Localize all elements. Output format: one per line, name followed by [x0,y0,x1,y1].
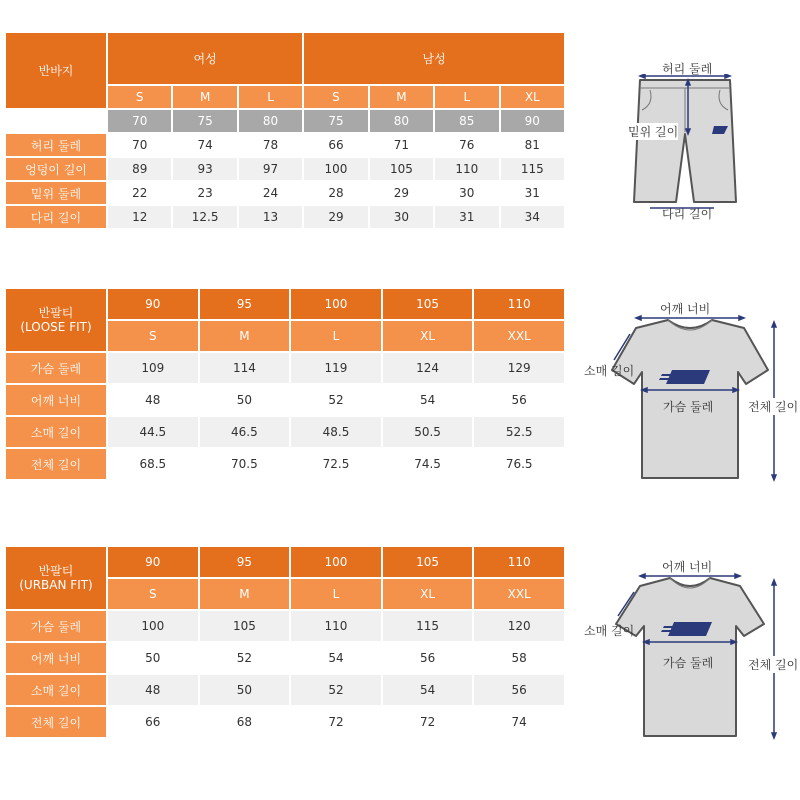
table-cell: 30 [435,182,498,204]
table-cell: 70.5 [200,449,290,479]
table-cell: 74 [173,134,236,156]
table-cell: 66 [304,134,367,156]
table-cell: 34 [501,206,564,228]
table-cell: 44.5 [108,417,198,447]
urban-fit-size-table [4,545,566,739]
table-cell: 50.5 [383,417,473,447]
size-number: 90 [501,110,564,132]
size-number: 90 [108,289,198,319]
size-label: XL [383,579,473,609]
shorts-label-waist: 허리 둘레 [662,62,713,76]
table-cell: 115 [501,158,564,180]
size-label: L [435,86,498,108]
size-label: XL [501,86,564,108]
row-label: 가슴 둘레 [6,611,106,641]
table-cell: 74 [474,707,564,737]
table-cell: 52 [291,385,381,415]
table-cell: 81 [501,134,564,156]
table-row [6,158,564,180]
table-cell: 52 [291,675,381,705]
table-cell: 50 [108,643,198,673]
table-cell: 29 [370,182,433,204]
size-label: XXL [474,321,564,351]
row-label: 밑위 둘레 [6,182,106,204]
table-cell: 105 [370,158,433,180]
table-cell: 48 [108,675,198,705]
urban-label-shoulder: 어깨 너비 [662,560,713,574]
table-cell: 56 [383,643,473,673]
table-cell: 48 [108,385,198,415]
table-cell: 13 [239,206,302,228]
table-row [6,353,564,383]
table-cell: 68 [200,707,290,737]
table-row [6,206,564,228]
table-cell: 100 [108,611,198,641]
size-label: M [370,86,433,108]
size-number: 100 [291,547,381,577]
table-cell: 52 [200,643,290,673]
table-cell: 68.5 [108,449,198,479]
table-cell: 24 [239,182,302,204]
table-cell: 124 [383,353,473,383]
table-cell: 54 [383,675,473,705]
table-cell: 50 [200,385,290,415]
table-cell: 72.5 [291,449,381,479]
row-label: 허리 둘레 [6,134,106,156]
table-cell: 120 [474,611,564,641]
table-cell: 100 [304,158,367,180]
table-cell: 89 [108,158,171,180]
table-cell: 72 [383,707,473,737]
size-number: 100 [291,289,381,319]
table-cell: 54 [383,385,473,415]
table-cell: 50 [200,675,290,705]
size-number: 110 [474,289,564,319]
shorts-label-rise: 밑위 길이 [628,125,679,139]
table-row [6,134,564,156]
loose-label-chest: 가슴 둘레 [663,400,714,414]
row-label: 다리 길이 [6,206,106,228]
row-label: 가슴 둘레 [6,353,106,383]
size-label: M [200,579,290,609]
table-cell: 56 [474,675,564,705]
size-label: S [304,86,367,108]
size-label: XXL [474,579,564,609]
loose-label-sleeve: 소매 길이 [584,364,635,378]
size-number: 95 [200,289,290,319]
table-cell: 56 [474,385,564,415]
loose-label-shoulder: 어깨 너비 [660,302,711,316]
urban-title-line2: (URBAN FIT) [19,578,93,592]
shorts-label-leg: 다리 길이 [662,207,713,221]
table-cell: 31 [435,206,498,228]
table-cell: 76.5 [474,449,564,479]
table-cell: 74.5 [383,449,473,479]
table-cell: 23 [173,182,236,204]
shorts-group-men: 남성 [304,33,564,84]
table-cell: 76 [435,134,498,156]
size-number: 75 [173,110,236,132]
table-cell: 109 [108,353,198,383]
table-row [6,449,564,479]
table-cell: 72 [291,707,381,737]
size-label: M [200,321,290,351]
table-cell: 28 [304,182,367,204]
table-cell: 31 [501,182,564,204]
shorts-diagram [620,74,750,214]
table-cell: 12 [108,206,171,228]
shorts-group-women: 여성 [108,33,302,84]
table-cell: 22 [108,182,171,204]
urban-title-line1: 반팔티 [38,564,74,578]
table-cell: 70 [108,134,171,156]
table-cell: 119 [291,353,381,383]
table-row [6,643,564,673]
loose-fit-size-table [4,287,566,481]
size-number: 75 [304,110,367,132]
urban-title [6,547,106,609]
table-row [6,385,564,415]
size-number: 90 [108,547,198,577]
table-cell: 93 [173,158,236,180]
table-cell: 71 [370,134,433,156]
row-label: 엉덩이 길이 [6,158,106,180]
size-label: L [291,579,381,609]
size-label: S [108,321,198,351]
table-cell: 58 [474,643,564,673]
table-cell: 46.5 [200,417,290,447]
table-cell: 114 [200,353,290,383]
urban-label-length: 전체 길이 [748,658,799,672]
size-label: L [291,321,381,351]
row-label: 전체 길이 [6,449,106,479]
table-cell: 54 [291,643,381,673]
table-row [6,707,564,737]
table-cell: 110 [291,611,381,641]
size-number: 95 [200,547,290,577]
size-label: XL [383,321,473,351]
table-cell: 110 [435,158,498,180]
loose-title [6,289,106,351]
blank-cell [6,110,106,132]
size-number: 85 [435,110,498,132]
table-cell: 29 [304,206,367,228]
table-cell: 105 [200,611,290,641]
size-label: S [108,579,198,609]
size-number: 80 [239,110,302,132]
shorts-size-table [4,31,566,230]
row-label: 전체 길이 [6,707,106,737]
size-number: 105 [383,289,473,319]
table-row [6,417,564,447]
table-cell: 115 [383,611,473,641]
table-cell: 66 [108,707,198,737]
size-number: 80 [370,110,433,132]
table-row [6,675,564,705]
row-label: 소매 길이 [6,417,106,447]
table-cell: 48.5 [291,417,381,447]
table-cell: 97 [239,158,302,180]
urban-label-sleeve: 소매 길이 [584,624,635,638]
table-cell: 30 [370,206,433,228]
loose-title-line1: 반팔티 [38,306,74,320]
table-cell: 12.5 [173,206,236,228]
row-label: 어깨 너비 [6,643,106,673]
size-label: L [239,86,302,108]
table-cell: 129 [474,353,564,383]
row-label: 소매 길이 [6,675,106,705]
loose-label-length: 전체 길이 [748,400,799,414]
table-row [6,611,564,641]
size-label: M [173,86,236,108]
size-number: 105 [383,547,473,577]
size-number: 110 [474,547,564,577]
table-cell: 52.5 [474,417,564,447]
loose-title-line2: (LOOSE FIT) [20,320,92,334]
table-row [6,182,564,204]
table-cell: 78 [239,134,302,156]
shorts-title: 반바지 [6,33,106,108]
urban-label-chest: 가슴 둘레 [663,656,714,670]
row-label: 어깨 너비 [6,385,106,415]
size-number: 70 [108,110,171,132]
size-label: S [108,86,171,108]
